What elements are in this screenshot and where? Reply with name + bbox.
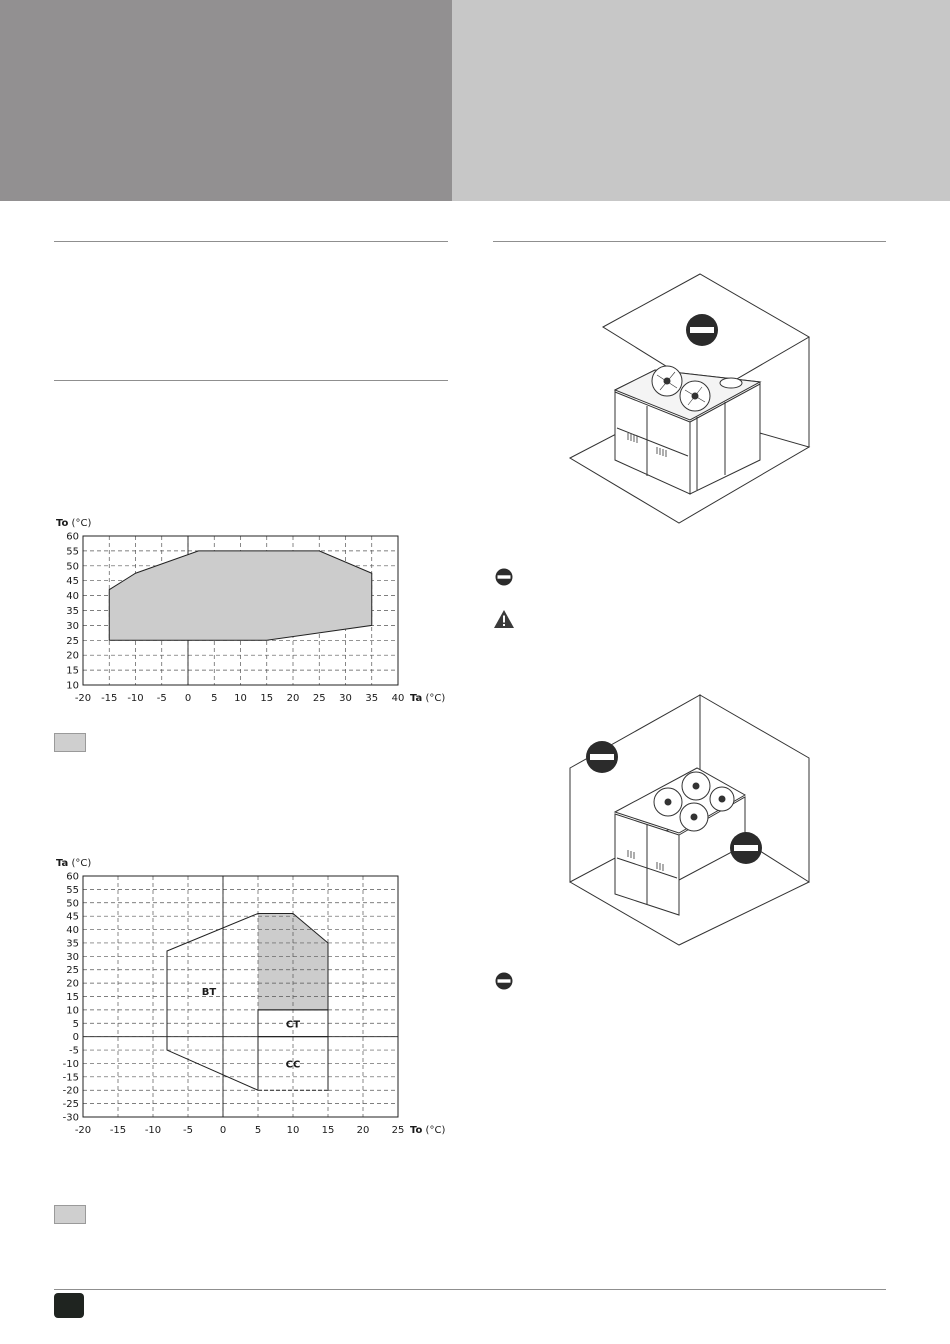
y-tick-label: 15 [66, 665, 79, 677]
y-tick-label: 60 [66, 871, 79, 883]
y-tick-label: 20 [66, 650, 79, 662]
x-tick-label: 20 [286, 693, 300, 704]
x-tick-label: 35 [365, 693, 379, 704]
x-tick-label: 30 [339, 693, 352, 704]
x-tick-label: 5 [211, 693, 218, 704]
x-axis-title: Ta (°C) [410, 693, 446, 704]
x-tick-label: 25 [391, 1125, 405, 1136]
y-axis-title: Ta (°C) [56, 858, 92, 869]
x-tick-label: 40 [391, 693, 405, 704]
y-tick-label: 20 [66, 978, 79, 990]
header-band-left [0, 0, 452, 201]
y-tick-label: 45 [66, 576, 79, 588]
no-entry-icon [494, 568, 514, 586]
y-tick-label: 30 [66, 951, 79, 963]
series-envelope-outline [109, 551, 372, 640]
y-tick-label: 15 [66, 992, 79, 1003]
y-tick-label: -30 [62, 1112, 79, 1124]
x-tick-label: -10 [127, 693, 144, 704]
y-tick-label: -25 [62, 1099, 79, 1111]
y-tick-label: 25 [66, 635, 79, 647]
y-tick-label: -15 [62, 1072, 79, 1084]
region-label-bt: BT [201, 987, 217, 999]
no-entry-icon [686, 314, 718, 346]
section-rule-right-top [493, 241, 886, 242]
y-tick-label: 30 [66, 620, 79, 632]
y-tick-label: 55 [66, 546, 79, 558]
x-tick-label: -20 [74, 1125, 92, 1136]
x-tick-label: 25 [312, 693, 326, 704]
region-label-cc: CC [285, 1059, 301, 1071]
y-tick-label: 40 [66, 925, 79, 937]
region-label-ct: CT [285, 1019, 301, 1031]
x-tick-label: -15 [101, 693, 118, 704]
x-tick-label: 15 [260, 693, 274, 704]
x-tick-label: -10 [144, 1125, 162, 1136]
x-tick-label: 0 [184, 693, 192, 704]
clearance-walls-illustration [560, 690, 820, 950]
y-tick-label: 35 [66, 938, 79, 950]
legend-swatch-grey-1 [54, 733, 86, 752]
y-tick-label: 10 [66, 680, 79, 692]
y-tick-label: 5 [72, 1018, 79, 1030]
section-rule-left-top [54, 241, 448, 242]
chart-to-vs-ta [0, 510, 460, 710]
chart-ta-vs-to [0, 850, 460, 1145]
footer-rule [54, 1289, 886, 1290]
y-tick-label: 25 [66, 965, 79, 977]
no-entry-icon [730, 832, 762, 864]
no-entry-icon [586, 741, 618, 773]
section-rule-left-mid [54, 380, 448, 381]
y-tick-label: 0 [72, 1032, 79, 1044]
x-tick-label: 5 [254, 1125, 262, 1136]
x-tick-label: -20 [74, 693, 92, 704]
x-tick-label: -15 [109, 1125, 127, 1136]
y-tick-label: 50 [66, 561, 79, 573]
x-tick-label: 10 [286, 1125, 300, 1136]
x-tick-label: -5 [156, 693, 167, 704]
y-tick-label: -10 [62, 1058, 79, 1070]
clearance-top-illustration [560, 268, 820, 528]
legend-swatch-grey-2 [54, 1205, 86, 1224]
y-tick-label: 10 [66, 1005, 79, 1017]
no-entry-icon [494, 972, 514, 990]
y-tick-label: 35 [66, 606, 79, 617]
floor-edges [570, 882, 809, 945]
y-tick-label: 50 [66, 898, 79, 910]
x-tick-label: 0 [219, 1125, 227, 1136]
header-band-right [452, 0, 950, 201]
x-tick-label: 10 [234, 693, 247, 704]
x-axis-title: To (°C) [410, 1125, 446, 1136]
y-tick-label: -20 [62, 1085, 79, 1097]
y-tick-label: 55 [66, 884, 79, 896]
y-tick-label: 40 [66, 591, 79, 603]
y-tick-label: 60 [66, 531, 79, 543]
x-tick-label: 20 [356, 1125, 370, 1136]
x-tick-label: -5 [183, 1125, 193, 1136]
y-tick-label: 45 [66, 911, 79, 923]
warning-icon [493, 609, 515, 629]
x-tick-label: 15 [321, 1125, 335, 1136]
y-tick-label: -5 [69, 1045, 79, 1057]
page-number-tab [54, 1293, 84, 1318]
y-axis-title: To (°C) [56, 518, 92, 529]
